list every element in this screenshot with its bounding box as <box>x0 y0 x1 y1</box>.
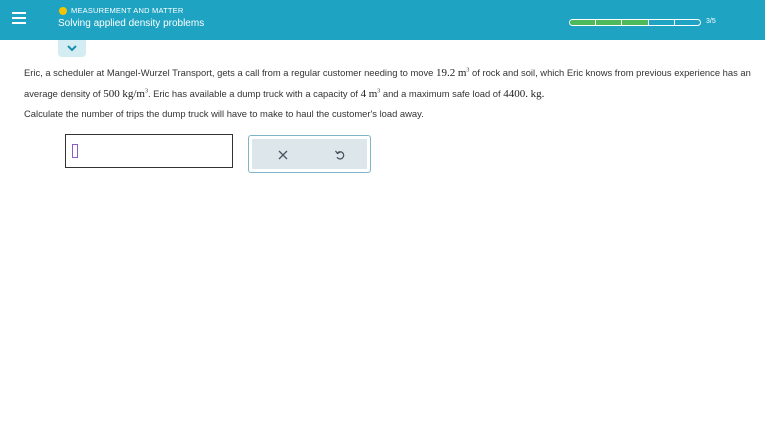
problem-text: of rock and soil, which Eric knows from previous experience has an average density of <box>24 67 751 99</box>
progress-count: 3/5 <box>706 18 716 25</box>
chevron-down-icon <box>67 45 77 52</box>
volume-value: 19.2 <box>436 67 456 79</box>
problem-text: Eric, a scheduler at Mangel-Wurzel Transport, gets a call from a regular customer needing to move <box>24 67 434 78</box>
question-text: Calculate the number of trips the dump truck will have to make to haul the customer's load away. <box>24 108 424 119</box>
answer-input[interactable] <box>65 134 233 168</box>
page-title: Solving applied density problems <box>58 18 205 29</box>
undo-button[interactable] <box>334 148 346 160</box>
problem-text: . Eric has available a dump truck with a capacity of <box>147 87 358 99</box>
progress-segment <box>570 20 596 25</box>
answer-tools <box>248 135 371 173</box>
load-unit: kg. <box>530 87 545 100</box>
header-bar <box>0 0 765 40</box>
progress-segment <box>649 20 675 25</box>
load-value: 4400. <box>503 87 528 100</box>
answer-tools-panel <box>252 139 367 169</box>
text-cursor <box>72 144 78 158</box>
progress-segment <box>622 20 648 25</box>
undo-icon <box>334 149 346 161</box>
collapse-button[interactable] <box>58 40 86 57</box>
progress-bar <box>569 19 701 26</box>
hamburger-menu-icon[interactable] <box>12 12 26 26</box>
problem-text: and a maximum safe load of <box>382 87 501 99</box>
problem-statement <box>24 63 762 104</box>
topic-label: MEASUREMENT AND MATTER <box>71 6 184 15</box>
clear-button[interactable] <box>277 148 289 160</box>
close-icon <box>277 149 289 161</box>
topic-status-dot <box>59 7 67 15</box>
density-unit: $kg/m^3$ <box>122 87 148 100</box>
progress-segment <box>596 20 622 25</box>
volume-unit: $m^3$ <box>457 67 470 79</box>
capacity-value: 4 <box>360 87 367 100</box>
progress-segment <box>675 20 700 25</box>
capacity-unit: $m^3$ <box>368 87 381 100</box>
density-value: 500 <box>103 87 120 100</box>
